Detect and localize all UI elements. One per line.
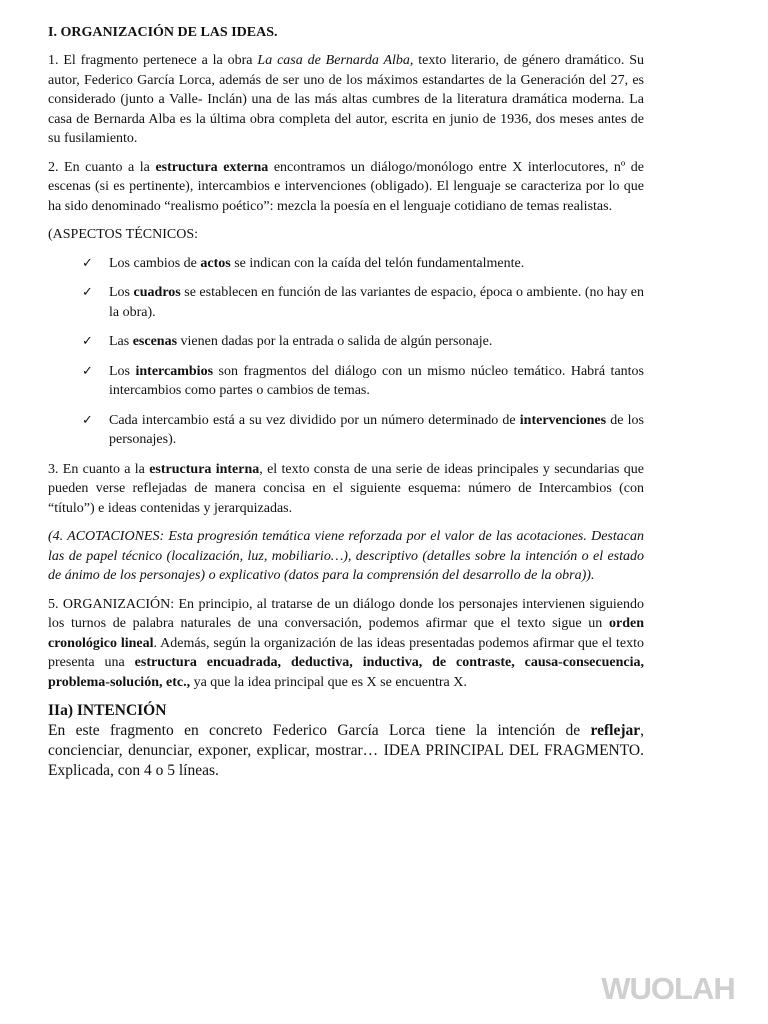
paragraph-4-acotaciones: (4. ACOTACIONES: Esta progresión temática viene reforzada por el valor de las acotaciones. Destacan las de papel técnico (localización, luz, mobiliario…), descriptivo (detalles sobre la intención o el estado de ánimo de los personajes) o explicativo (datos para la comprensión del desarrollo de la obra)). — [48, 529, 644, 583]
paragraph-5 — [48, 595, 644, 693]
aspects-title: (ASPECTOS TÉCNICOS: — [48, 227, 199, 242]
paragraph-3-text-cont: , el texto consta de una serie de ideas principales y secundarias que pueden verse reflejadas de manera concisa en el siguiente esquema: número de Intercambios (con “título”) e ideas contenidas y jerarquizadas. — [48, 461, 645, 516]
aspect-item — [48, 254, 644, 274]
checkmark-icon: ✓ — [82, 363, 93, 379]
aspect-item — [48, 411, 644, 450]
aspect-bold: cuadros — [133, 285, 181, 300]
aspect-text-cont: de los personajes). — [109, 412, 644, 447]
paragraph-5-text: 5. ORGANIZACIÓN: En principio, al tratarse de un diálogo donde los personajes intervienen siguiendo los turnos de palabra naturales de una conversación, podemos afirmar que el texto sigue un — [48, 596, 644, 631]
watermark-logo — [596, 970, 740, 1006]
paragraph-5-text-cont: . Además, según la organización de las ideas presentadas podemos afirmar que el texto presenta una — [48, 635, 645, 670]
intencion-text: En este fragmento en concreto Federico García Lorca tiene la intención de — [48, 722, 591, 739]
aspect-bold: intercambios — [135, 363, 214, 379]
aspect-text: Los — [109, 363, 136, 379]
paragraph-1-text: 1. El fragmento pertenece a la obra — [48, 53, 258, 68]
paragraph-5-bold-2: estructura encuadrada, deductiva, inductiva, de contraste, causa-consecuencia, problema-solución, etc., — [48, 655, 644, 690]
watermark-text: WUOLAH — [601, 971, 735, 1006]
paragraph-2-bold: estructura externa — [155, 159, 269, 175]
paragraph-5-bold-1: orden cronológico lineal — [48, 616, 644, 651]
aspects-list — [48, 254, 644, 450]
intencion-paragraph — [48, 721, 644, 781]
aspect-item — [48, 283, 644, 322]
aspect-text: Cada intercambio está a su vez dividido por un número determinado de — [109, 412, 520, 428]
section-title-intencion: IIa) INTENCIÓN — [48, 702, 167, 719]
aspect-text: Los cambios de — [109, 255, 201, 271]
aspect-text-cont: son fragmentos del diálogo con un mismo núcleo temático. Habrá tantos intercambios como partes o cambios de temas. — [109, 363, 645, 398]
aspect-text: Las — [109, 334, 133, 349]
paragraph-1 — [48, 51, 644, 149]
checkmark-icon: ✓ — [82, 412, 93, 428]
checkmark-icon: ✓ — [82, 334, 93, 349]
checkmark-icon: ✓ — [82, 285, 93, 300]
paragraph-1-text-cont: , texto literario, de género dramático. Su autor, Federico García Lorca, además de ser uno de los máximos estandartes de la Generación del 27, es considerado (junto a Valle- Inclán) una de las más altas cumbres de la literatura dramática moderna. La casa de Bernarda Alba es la última obra completa del autor, escrita en junio de 1936, dos meses antes de su fusilamiento. — [48, 53, 644, 146]
aspect-text-cont: se establecen en función de las variantes de espacio, época o ambiente. (no hay en la obra). — [109, 285, 644, 320]
aspect-bold: escenas — [132, 334, 178, 349]
checkmark-icon: ✓ — [82, 255, 93, 271]
paragraph-3-text: 3. En cuanto a la — [48, 461, 150, 477]
section-title-organizacion: I. ORGANIZACIÓN DE LAS IDEAS. — [48, 25, 278, 40]
paragraph-3-bold: estructura interna — [149, 461, 260, 477]
paragraph-5-text-end: ya que la idea principal que es X se encuentra X. — [190, 674, 467, 690]
aspect-text: Los — [109, 285, 134, 300]
aspect-bold: intervenciones — [519, 412, 607, 428]
aspect-item — [48, 362, 644, 401]
paragraph-2 — [48, 158, 644, 217]
intencion-text-cont: , concienciar, denunciar, exponer, explicar, mostrar… IDEA PRINCIPAL DEL FRAGMENTO. Explicada, con 4 o 5 líneas. — [48, 722, 644, 779]
paragraph-2-text-cont: encontramos un diálogo/monólogo entre X interlocutores, nº de escenas (si es pertinente), intercambios e intervenciones (obligado). El lenguaje se caracteriza por lo que ha sido denominado “realismo poético”: mezcla la poesía en el lenguaje cotidiano de temas realistas. — [48, 159, 645, 214]
aspect-bold: actos — [200, 255, 231, 271]
paragraph-2-text: 2. En cuanto a la — [48, 159, 156, 175]
document-page — [48, 24, 644, 781]
aspect-text-cont: se indican con la caída del telón fundamentalmente. — [230, 255, 525, 271]
paragraph-3 — [48, 460, 644, 519]
work-title: La casa de Bernarda Alba — [257, 53, 410, 68]
intencion-bold: reflejar — [590, 722, 641, 739]
aspect-item — [48, 332, 644, 352]
aspect-text-cont: vienen dadas por la entrada o salida de algún personaje. — [177, 334, 493, 349]
